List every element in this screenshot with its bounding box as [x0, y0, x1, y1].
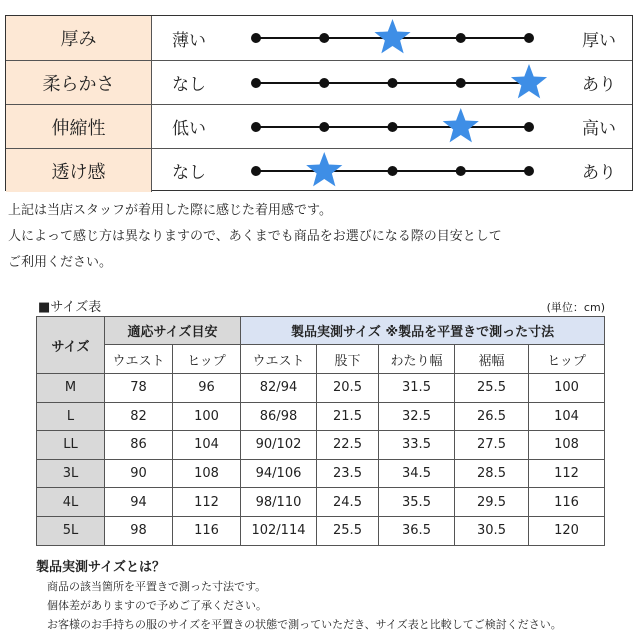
size-label-cell: 4L: [37, 488, 105, 517]
table-cell: 21.5: [317, 402, 379, 431]
table-cell: 36.5: [379, 516, 455, 545]
col-header: ヒップ: [529, 345, 605, 374]
measured-size-header: 製品実測サイズ ※製品を平置きで測った寸法: [241, 317, 605, 345]
feel-scale: [246, 149, 576, 193]
scale-dot: [524, 166, 534, 176]
size-label-cell: LL: [37, 431, 105, 460]
table-cell: 86: [105, 431, 173, 460]
size-label-cell: 3L: [37, 459, 105, 488]
col-header: 股下: [317, 345, 379, 374]
table-cell: 108: [173, 459, 241, 488]
rating-star-icon: [374, 19, 410, 53]
definition-line: お客様のお手持ちの服のサイズを平置きの状態で測っていただき、サイズ表と比較してご検討ください。: [47, 618, 562, 631]
feel-scale: [246, 105, 576, 149]
scale-dot: [388, 166, 398, 176]
feel-left-label: なし: [172, 163, 206, 183]
scale-dot: [251, 78, 261, 88]
table-cell: 116: [173, 516, 241, 545]
feel-scale: [246, 16, 576, 60]
feel-left-label: 低い: [172, 119, 206, 139]
table-row: [37, 516, 605, 545]
size-label-cell: M: [37, 374, 105, 403]
feel-left-label: なし: [172, 75, 206, 95]
table-cell: 29.5: [455, 488, 529, 517]
table-cell: 25.5: [317, 516, 379, 545]
table-cell: 116: [529, 488, 605, 517]
feel-row-sheerness: [6, 148, 632, 192]
table-cell: 90/102: [241, 431, 317, 460]
table-row: [37, 488, 605, 517]
table-cell: 82/94: [241, 374, 317, 403]
table-cell: 27.5: [455, 431, 529, 460]
note-line: ご利用ください。: [8, 255, 113, 270]
feel-row-thickness: [6, 16, 632, 60]
note-line: 人によって感じ方は異なりますので、あくまでも商品をお選びになる際の目安として: [8, 229, 502, 244]
feel-right-label: あり: [582, 75, 616, 95]
rating-star-icon: [511, 64, 547, 98]
table-cell: 86/98: [241, 402, 317, 431]
table-cell: 104: [173, 431, 241, 460]
table-cell: 26.5: [455, 402, 529, 431]
scale-dot: [251, 166, 261, 176]
col-header: ウエスト: [105, 345, 173, 374]
col-header: ヒップ: [173, 345, 241, 374]
feel-label: 柔らかさ: [6, 61, 152, 104]
table-cell: 20.5: [317, 374, 379, 403]
feel-right-label: 厚い: [582, 30, 616, 51]
size-header: サイズ: [37, 317, 105, 374]
table-cell: 33.5: [379, 431, 455, 460]
table-cell: 100: [529, 374, 605, 403]
table-cell: 94/106: [241, 459, 317, 488]
col-header: 裾幅: [455, 345, 529, 374]
feel-label: 厚み: [6, 16, 152, 60]
note-line: 上記は当店スタッフが着用した際に感じた着用感です。: [8, 203, 332, 218]
col-header: ウエスト: [241, 345, 317, 374]
size-table-title: ■サイズ表: [38, 300, 102, 315]
scale-dot: [456, 33, 466, 43]
scale-dot: [319, 33, 329, 43]
table-cell: 25.5: [455, 374, 529, 403]
scale-dot: [319, 122, 329, 132]
table-row: [37, 402, 605, 431]
scale-dot: [388, 122, 398, 132]
scale-dot: [388, 78, 398, 88]
scale-dot: [524, 33, 534, 43]
table-cell: 24.5: [317, 488, 379, 517]
feel-right-label: あり: [582, 163, 616, 183]
fit-guide-header: 適応サイズ目安: [105, 317, 241, 345]
table-cell: 98: [105, 516, 173, 545]
table-cell: 35.5: [379, 488, 455, 517]
scale-dot: [456, 166, 466, 176]
table-cell: 28.5: [455, 459, 529, 488]
table-cell: 98/110: [241, 488, 317, 517]
table-cell: 120: [529, 516, 605, 545]
fit-feel-table: [5, 15, 633, 191]
size-table: [36, 316, 605, 546]
size-table-unit: (単位：cm): [546, 301, 605, 314]
feel-row-stretch: [6, 104, 632, 148]
table-cell: 112: [529, 459, 605, 488]
feel-scale: [246, 61, 576, 105]
table-cell: 96: [173, 374, 241, 403]
table-cell: 90: [105, 459, 173, 488]
table-cell: 78: [105, 374, 173, 403]
feel-label: 伸縮性: [6, 105, 152, 148]
feel-row-softness: [6, 60, 632, 104]
table-row: [37, 459, 605, 488]
scale-dot: [251, 122, 261, 132]
rating-star-icon: [306, 152, 342, 186]
rating-star-icon: [443, 108, 479, 142]
table-cell: 82: [105, 402, 173, 431]
table-cell: 30.5: [455, 516, 529, 545]
table-row: [37, 431, 605, 460]
feel-right-label: 高い: [582, 119, 616, 139]
table-cell: 102/114: [241, 516, 317, 545]
table-row: [37, 374, 605, 403]
table-cell: 104: [529, 402, 605, 431]
table-cell: 32.5: [379, 402, 455, 431]
size-label-cell: L: [37, 402, 105, 431]
scale-dot: [251, 33, 261, 43]
feel-left-label: 薄い: [172, 30, 206, 51]
size-label-cell: 5L: [37, 516, 105, 545]
table-cell: 34.5: [379, 459, 455, 488]
table-cell: 22.5: [317, 431, 379, 460]
definition-line: 個体差がありますので予めご了承ください。: [47, 599, 267, 612]
table-cell: 31.5: [379, 374, 455, 403]
table-cell: 108: [529, 431, 605, 460]
table-cell: 23.5: [317, 459, 379, 488]
table-cell: 100: [173, 402, 241, 431]
scale-dot: [524, 122, 534, 132]
table-cell: 94: [105, 488, 173, 517]
scale-dot: [319, 78, 329, 88]
col-header: わたり幅: [379, 345, 455, 374]
definition-line: 商品の該当箇所を平置きで測った寸法です。: [47, 580, 267, 593]
feel-label: 透け感: [6, 149, 152, 192]
definition-title: 製品実測サイズとは？: [36, 560, 165, 575]
table-cell: 112: [173, 488, 241, 517]
scale-dot: [456, 78, 466, 88]
